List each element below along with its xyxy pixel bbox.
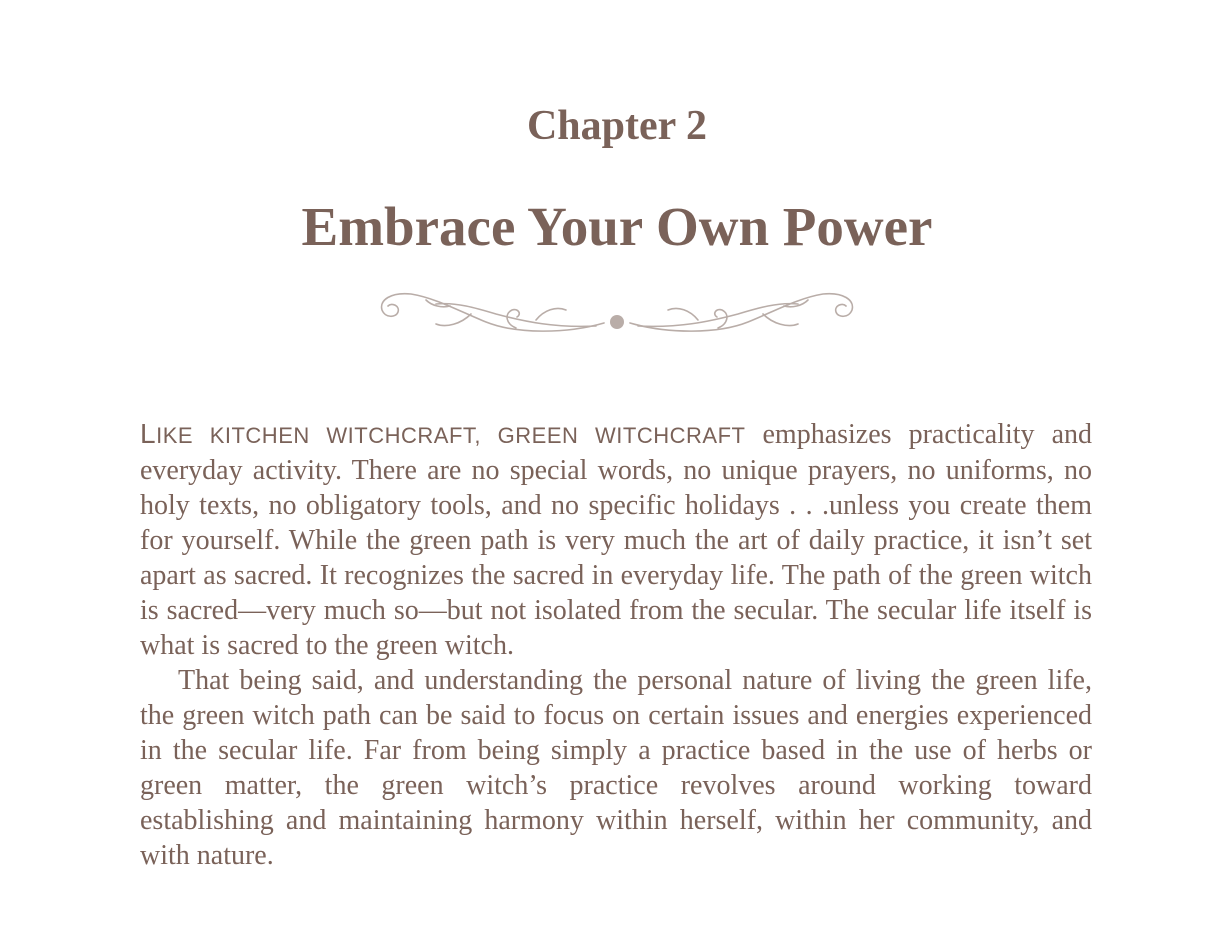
chapter-title: Embrace Your Own Power bbox=[301, 196, 933, 257]
paragraph-1-text: emphasizes practicality and everyday activity. There are no special words, no unique prayers, no uniforms, no holy texts, no obligatory tools, and no specific holidays . . .unless you create them for yourself. While the green path is very much the art of daily practice, it isn’t set apart as sacred. It recognizes the sacred in everyday life. The path of the green witch is sacred—very much so—but not isolated from the secular. The secular life itself is what is sacred to the green witch. bbox=[140, 419, 1092, 661]
chapter-body bbox=[140, 416, 1092, 873]
lead-in-rest: IKE KITCHEN WITCHCRAFT, GREEN WITCHCRAFT bbox=[156, 423, 746, 448]
flourish-divider-icon bbox=[376, 284, 858, 344]
paragraph-2: That being said, and understanding the personal nature of living the green life, the green witch path can be said to focus on certain issues and energies experienced in the secular life. Far from being simply a practice based in the use of herbs or green matter, the green witch’s practice revolves around working toward establishing and maintaining harmony within herself, within her community, and with nature. bbox=[140, 665, 1092, 871]
paragraph-1 bbox=[140, 416, 1092, 663]
lead-in-smallcaps bbox=[140, 418, 746, 449]
chapter-number: Chapter 2 bbox=[526, 103, 708, 149]
lead-in-first-letter: L bbox=[140, 418, 157, 449]
